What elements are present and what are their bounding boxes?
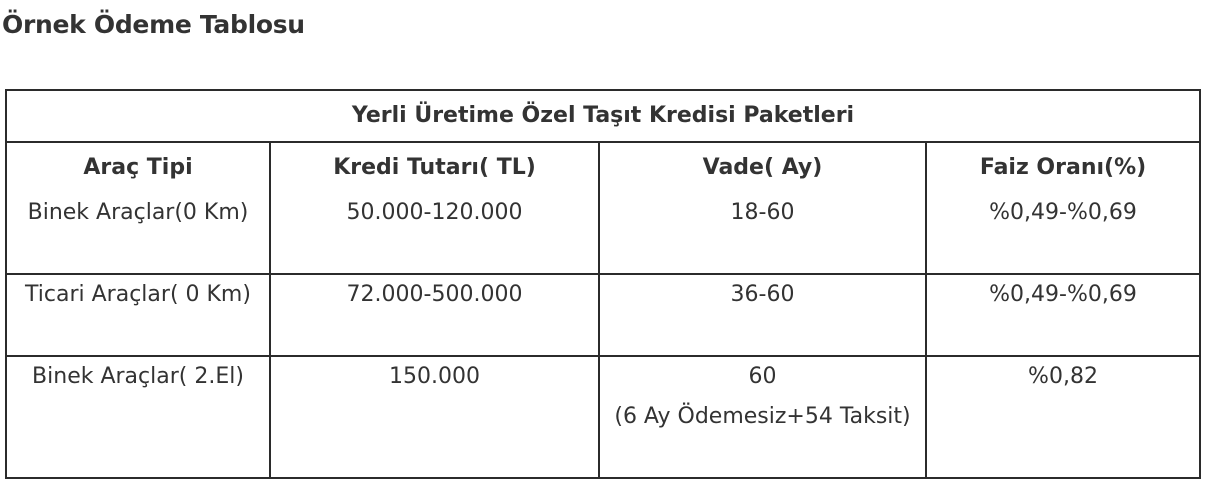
- column-header-term: Vade( Ay): [600, 143, 927, 193]
- column-header-interest-rate: Faiz Oranı(%): [979, 155, 1147, 180]
- table-row: [7, 275, 1199, 357]
- cell-vehicle-type: Binek Araçlar(0 Km): [7, 193, 271, 275]
- page-title: Örnek Ödeme Tablosu: [2, 10, 305, 39]
- table-row: [7, 193, 1199, 275]
- cell-term-value: 36-60: [730, 282, 795, 307]
- cell-interest-rate: %0,49-%0,69: [927, 193, 1199, 275]
- cell-term: [600, 193, 927, 275]
- cell-term: [600, 275, 927, 357]
- cell-credit-amount: 50.000-120.000: [271, 193, 600, 275]
- cell-term: [600, 357, 927, 477]
- table-caption: Yerli Üretime Özel Taşıt Kredisi Paketleri: [7, 91, 1199, 143]
- cell-credit-amount: 72.000-500.000: [271, 275, 600, 357]
- cell-term-value: 60: [748, 364, 777, 389]
- cell-interest-rate: %0,82: [1028, 364, 1098, 389]
- column-header-vehicle-type: Araç Tipi: [7, 143, 271, 193]
- cell-term-value: 18-60: [730, 200, 795, 225]
- cell-vehicle-type: Binek Araçlar( 2.El): [7, 357, 271, 477]
- column-header-credit-amount: Kredi Tutarı( TL): [271, 143, 600, 193]
- table-caption-row: [7, 91, 1199, 143]
- table-row: [7, 357, 1199, 477]
- table-header-row: [7, 143, 1199, 193]
- cell-credit-amount: 150.000: [271, 357, 600, 477]
- cell-vehicle-type: Ticari Araçlar( 0 Km): [7, 275, 271, 357]
- cell-term-note: (6 Ay Ödemesiz+54 Taksit): [614, 404, 911, 429]
- cell-interest-rate: %0,49-%0,69: [927, 275, 1199, 357]
- payment-table: [5, 89, 1201, 479]
